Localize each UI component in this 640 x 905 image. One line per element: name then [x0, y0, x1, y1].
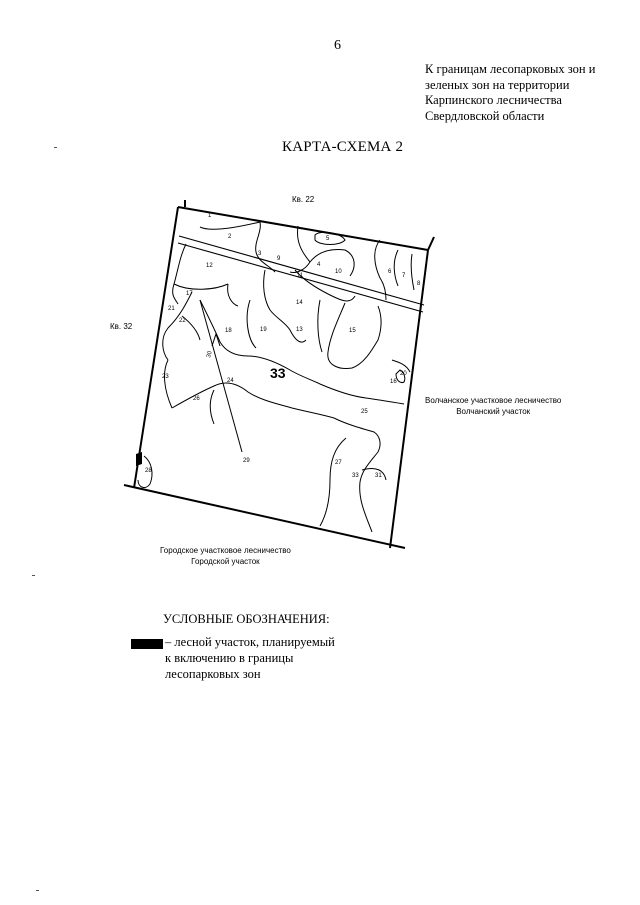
legend-swatch: [131, 639, 163, 649]
planned-forest-plot: [136, 452, 142, 466]
plot-label: 23: [162, 374, 169, 380]
plot-label: 12: [206, 263, 213, 269]
bottom-forestry-label: [160, 545, 291, 567]
header-note-line: Карпинского лесничества: [425, 93, 562, 107]
quarter-label-left: Кв. 32: [110, 322, 133, 331]
plot-label: 1: [208, 213, 212, 219]
right-forestry-line: Волчанский участок: [456, 407, 531, 416]
legend-item-text: [165, 634, 335, 682]
bottom-forestry-line: Городское участковое лесничество: [160, 546, 291, 555]
header-note-line: зеленых зон на территории: [425, 77, 570, 92]
plot-29-pointer: [200, 300, 242, 452]
plot-label: 33: [352, 473, 359, 479]
right-forestry-line: Волчанское участковое лесничество: [425, 396, 562, 405]
plot-label: 18: [225, 328, 232, 334]
legend-line: к включению в границы: [165, 651, 294, 665]
scan-speck: [54, 147, 57, 148]
plot-label: 7: [402, 273, 406, 279]
plot-label: 27: [335, 460, 342, 466]
legend-line: – лесной участок, планируемый: [165, 635, 335, 649]
plot-label: 31: [375, 473, 382, 479]
plot-label: 15: [349, 328, 356, 334]
plot-label: 14: [296, 300, 303, 306]
plot-label: 9: [277, 256, 281, 262]
header-note-line: К границам лесопарковых зон и: [425, 62, 596, 76]
bottom-forestry-line: Городской участок: [191, 557, 260, 566]
scan-speck: [32, 575, 35, 576]
plot-label: 2: [228, 234, 232, 240]
main-quarter-number: 33: [270, 365, 286, 381]
plot-label: 11: [297, 273, 304, 279]
plot-label: 10: [335, 269, 342, 275]
plot-label: 13: [296, 327, 303, 333]
plot-label: 21: [168, 306, 175, 312]
plot-label: 16: [390, 379, 397, 385]
plot-label: 3: [258, 251, 262, 257]
plot-label: 25: [361, 409, 368, 415]
plot-label: 26: [193, 396, 200, 402]
page-number: 6: [334, 38, 341, 53]
plot-label: 30: [206, 350, 214, 359]
right-forestry-label: [425, 395, 561, 417]
plot-label: 19: [260, 327, 267, 333]
plot-label: 28: [145, 468, 152, 474]
scan-speck: [36, 890, 39, 891]
legend-line: лесопарковых зон: [165, 667, 261, 681]
plot-label: 8: [417, 281, 421, 287]
plot-label: 22: [179, 318, 186, 324]
quarter-label-top: Кв. 22: [292, 195, 315, 204]
header-note-line: Свердловской области: [425, 108, 545, 123]
plot-label: 29: [243, 458, 250, 464]
plot-label: 20: [400, 371, 407, 377]
plot-label: 24: [227, 378, 234, 384]
plot-label: 5: [326, 236, 330, 242]
scheme-title: КАРТА-СХЕМА 2: [282, 139, 404, 155]
plot-label: 17: [186, 291, 193, 297]
plot-label: 4: [317, 262, 321, 268]
legend-title: УСЛОВНЫЕ ОБОЗНАЧЕНИЯ:: [163, 612, 330, 626]
plot-label: 6: [388, 269, 392, 275]
